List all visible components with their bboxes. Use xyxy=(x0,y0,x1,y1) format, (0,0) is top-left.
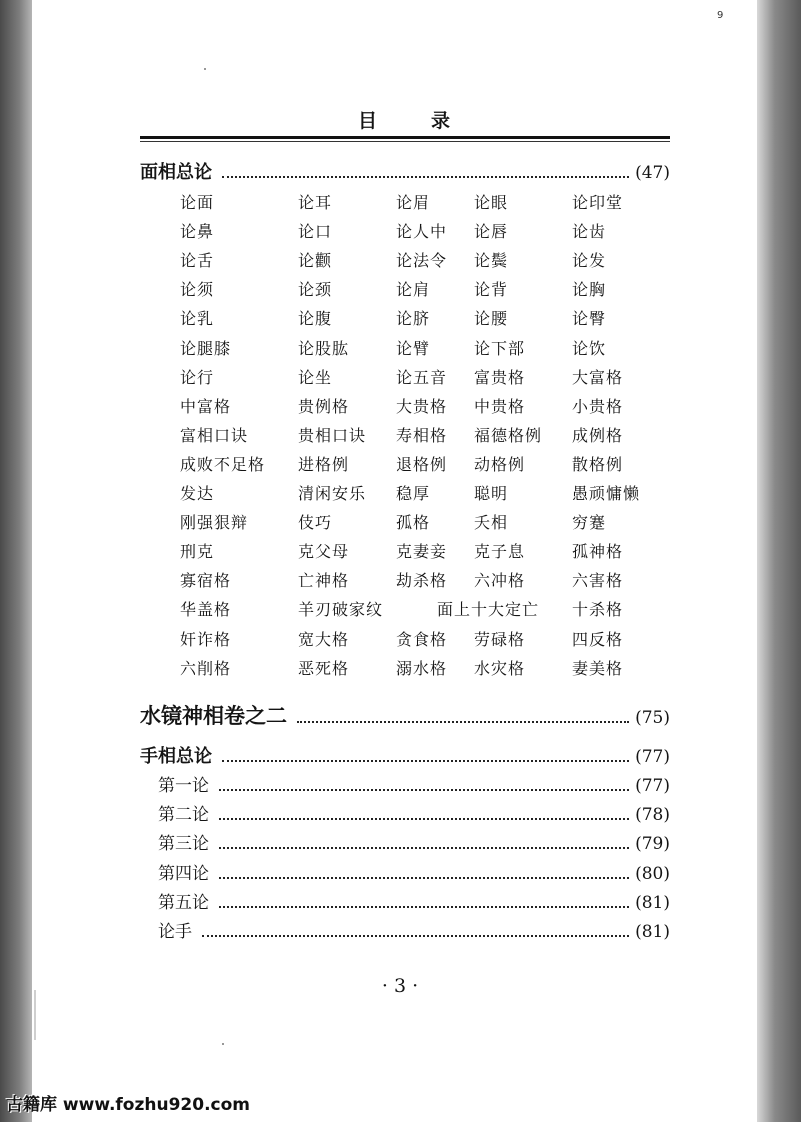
toc-item[interactable]: 论肩 xyxy=(396,280,431,300)
toc-item[interactable]: 论下部 xyxy=(474,338,526,358)
toc-entry[interactable] xyxy=(158,888,670,913)
toc-item[interactable]: 论口 xyxy=(298,222,333,242)
scan-shadow-left xyxy=(0,0,32,1122)
toc-item[interactable]: 成例格 xyxy=(572,425,624,445)
entry-page: (80) xyxy=(635,863,670,884)
toc-item[interactable]: 妻美格 xyxy=(572,658,624,678)
toc-section-vol2[interactable] xyxy=(140,700,670,730)
toc-item[interactable]: 论唇 xyxy=(474,222,509,242)
toc-item[interactable]: 六削格 xyxy=(180,658,232,678)
toc-item[interactable]: 论坐 xyxy=(298,367,333,387)
toc-item[interactable]: 论背 xyxy=(474,280,509,300)
section-page: (47) xyxy=(635,163,670,183)
toc-item[interactable]: 宽大格 xyxy=(298,629,350,649)
toc-item[interactable]: 论须 xyxy=(180,280,215,300)
toc-item[interactable]: 刚强狠辩 xyxy=(180,513,249,533)
toc-item[interactable]: 水灾格 xyxy=(474,658,526,678)
toc-entry[interactable] xyxy=(158,771,670,796)
section-label: 面相总论 xyxy=(140,162,212,183)
page-folio: · 3 · xyxy=(381,975,419,997)
toc-item[interactable]: 论脐 xyxy=(396,309,431,329)
toc-item[interactable]: 羊刃破家纹 xyxy=(298,600,384,620)
toc-entry[interactable] xyxy=(158,800,670,825)
toc-item[interactable]: 伎巧 xyxy=(298,513,333,533)
toc-item[interactable]: 动格例 xyxy=(474,454,526,474)
toc-item[interactable]: 劫杀格 xyxy=(396,571,448,591)
toc-item[interactable]: 论面 xyxy=(180,193,215,212)
toc-item[interactable]: 孤神格 xyxy=(572,542,624,562)
toc-item[interactable]: 论颧 xyxy=(298,251,333,271)
toc-item[interactable]: 论胸 xyxy=(572,280,607,300)
toc-item[interactable]: 散格例 xyxy=(572,454,624,474)
leader-dots xyxy=(222,176,629,178)
toc-item[interactable]: 中富格 xyxy=(180,396,232,416)
toc-item[interactable]: 克父母 xyxy=(298,542,350,562)
leader-dots xyxy=(219,847,629,849)
entry-label: 第五论 xyxy=(158,892,209,913)
toc-item[interactable]: 论发 xyxy=(572,251,607,271)
toc-item[interactable]: 小贵格 xyxy=(572,396,624,416)
toc-item[interactable]: 发达 xyxy=(180,484,215,503)
leader-dots xyxy=(297,721,629,723)
leader-dots xyxy=(222,760,629,762)
toc-item[interactable]: 华盖格 xyxy=(180,600,232,620)
header-char-right: 录 xyxy=(431,110,453,132)
header-rule-thin xyxy=(140,141,670,142)
toc-item[interactable]: 论眼 xyxy=(474,193,509,212)
leader-dots xyxy=(219,818,629,820)
toc-item[interactable]: 论齿 xyxy=(572,222,607,242)
toc-item[interactable]: 进格例 xyxy=(298,454,350,474)
entry-label: 第一论 xyxy=(158,776,209,796)
leader-dots xyxy=(219,877,629,879)
toc-item[interactable]: 论舌 xyxy=(180,251,215,271)
toc-item[interactable]: 论臂 xyxy=(396,338,431,358)
toc-item[interactable]: 论乳 xyxy=(180,309,215,329)
toc-item[interactable]: 富贵格 xyxy=(474,367,526,387)
page-header xyxy=(140,106,670,133)
toc-item[interactable]: 恶死格 xyxy=(298,658,350,678)
entry-page: (81) xyxy=(635,922,670,942)
toc-item[interactable]: 愚顽慵懒 xyxy=(572,484,641,503)
toc-item[interactable]: 富相口诀 xyxy=(180,425,249,445)
toc-item[interactable]: 论饮 xyxy=(572,338,607,358)
toc-item[interactable]: 论行 xyxy=(180,367,215,387)
toc-item[interactable]: 大贵格 xyxy=(396,396,448,416)
entry-label: 论手 xyxy=(158,922,192,942)
toc-item[interactable]: 贵相口诀 xyxy=(298,425,367,445)
toc-item[interactable]: 聪明 xyxy=(474,484,509,503)
toc-item[interactable]: 论腹 xyxy=(298,309,333,329)
toc-entry[interactable] xyxy=(158,859,670,884)
toc-item[interactable]: 十杀格 xyxy=(572,600,624,620)
toc-item[interactable]: 六害格 xyxy=(572,571,624,591)
toc-item[interactable]: 贪食格 xyxy=(396,629,448,649)
scan-shadow-right xyxy=(757,0,801,1122)
toc-item[interactable]: 溺水格 xyxy=(396,658,448,678)
toc-entry[interactable] xyxy=(158,829,670,854)
toc-item[interactable]: 退格例 xyxy=(396,454,448,474)
toc-section-face[interactable] xyxy=(140,158,670,184)
toc-item[interactable]: 孤格 xyxy=(396,513,431,533)
toc-item[interactable]: 论鼻 xyxy=(180,222,215,242)
entry-page: (81) xyxy=(635,892,670,913)
section-page: (75) xyxy=(635,708,670,728)
toc-item[interactable]: 论人中 xyxy=(396,222,448,242)
scan-speck xyxy=(204,68,206,70)
entry-page: (78) xyxy=(635,805,670,826)
toc-item[interactable]: 论法令 xyxy=(396,251,448,271)
toc-item[interactable]: 四反格 xyxy=(572,629,624,649)
toc-item[interactable]: 论腿膝 xyxy=(180,338,232,358)
toc-item[interactable]: 克妻妾 xyxy=(396,542,448,562)
section-label: 手相总论 xyxy=(140,746,212,767)
toc-item[interactable]: 贵例格 xyxy=(298,396,350,416)
toc-item[interactable]: 论眉 xyxy=(396,193,431,212)
toc-item[interactable]: 奸诈格 xyxy=(180,629,232,649)
leader-dots xyxy=(219,789,629,791)
toc-item[interactable]: 刑克 xyxy=(180,542,215,562)
scan-page-number: 9 xyxy=(717,10,724,21)
header-char-left: 目 xyxy=(357,110,379,132)
toc-item[interactable]: 克子息 xyxy=(474,542,526,562)
toc-item[interactable]: 论印堂 xyxy=(572,193,624,212)
toc-item[interactable]: 论臀 xyxy=(572,309,607,329)
toc-item[interactable]: 论耳 xyxy=(298,193,333,212)
header-rule-thick xyxy=(140,136,670,139)
entry-page: (79) xyxy=(635,834,670,855)
site-watermark: 古籍库 www.fozhu920.com xyxy=(6,1095,250,1115)
toc-item[interactable]: 论腰 xyxy=(474,309,509,329)
toc-item[interactable]: 论颈 xyxy=(298,280,333,300)
scan-speck xyxy=(222,1043,224,1045)
toc-item[interactable]: 论鬓 xyxy=(474,251,509,271)
toc-item[interactable]: 寿相格 xyxy=(396,425,448,445)
toc-section-hand[interactable] xyxy=(140,742,670,768)
leader-dots xyxy=(219,906,629,908)
toc-item[interactable]: 穷蹇 xyxy=(572,513,607,533)
section-page: (77) xyxy=(635,747,670,767)
toc-item[interactable]: 福德格例 xyxy=(474,425,543,445)
toc-item[interactable]: 论五音 xyxy=(396,367,448,387)
section-label: 水镜神相卷之二 xyxy=(140,704,287,728)
toc-item[interactable]: 论股肱 xyxy=(298,338,350,358)
toc-item[interactable]: 夭相 xyxy=(474,513,509,533)
entry-page: (77) xyxy=(635,776,670,796)
toc-entry[interactable] xyxy=(158,917,670,942)
toc-item[interactable]: 亡神格 xyxy=(298,571,350,591)
toc-item[interactable]: 清闲安乐 xyxy=(298,484,367,503)
toc-item[interactable]: 面上十大定亡 xyxy=(437,600,540,620)
toc-item[interactable]: 成败不足格 xyxy=(180,454,266,474)
entry-label: 第四论 xyxy=(158,863,209,884)
entry-label: 第三论 xyxy=(158,834,209,855)
leader-dots xyxy=(202,935,629,937)
toc-item[interactable]: 劳碌格 xyxy=(474,629,526,649)
toc-item[interactable]: 大富格 xyxy=(572,367,624,387)
scan-edge-mark xyxy=(34,990,36,1040)
toc-item[interactable]: 六冲格 xyxy=(474,571,526,591)
entry-label: 第二论 xyxy=(158,805,209,826)
toc-item[interactable]: 寡宿格 xyxy=(180,571,232,591)
toc-item[interactable]: 中贵格 xyxy=(474,396,526,416)
toc-item[interactable]: 稳厚 xyxy=(396,484,431,503)
